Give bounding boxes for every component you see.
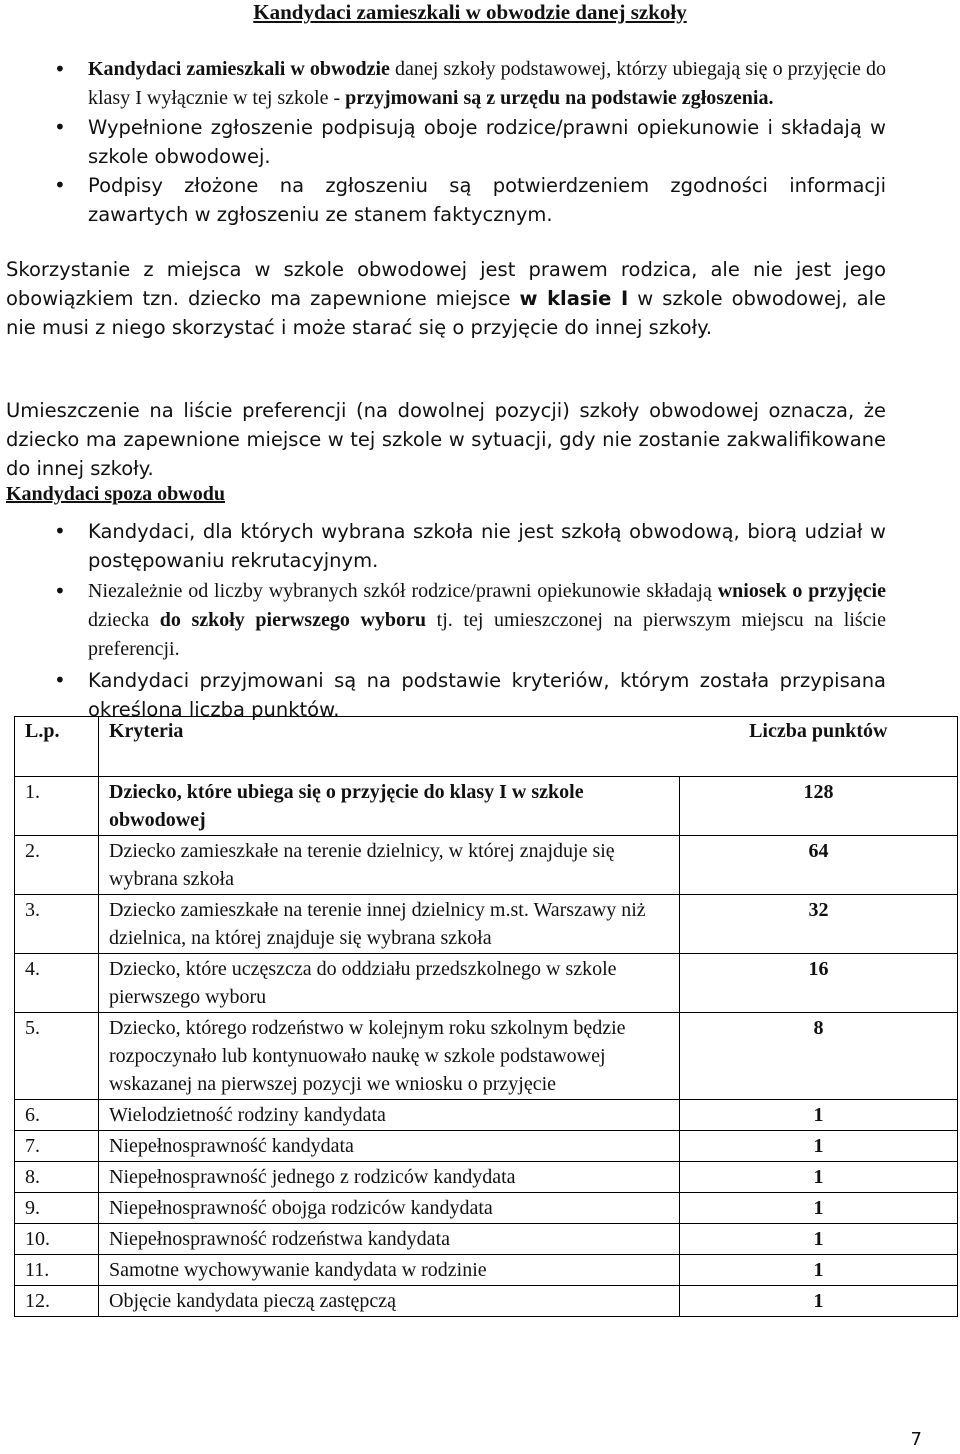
criteria-table-body <box>15 777 958 1317</box>
bullet-item <box>0 517 960 575</box>
row-points: 1 <box>680 1255 958 1286</box>
row-number: 2. <box>15 836 99 895</box>
bullet-bold-text: przyjmowani są z urzędu na podstawie zgłoszenia. <box>345 87 774 109</box>
header-points: Liczba punktów <box>680 717 958 777</box>
row-number: 10. <box>15 1224 99 1255</box>
paragraph-text: Skorzystanie z miejsca w szkole obwodowej jest prawem rodzica, ale nie jest jego obowiązkiem tzn. dziecko ma zapewnione miejsce <box>6 258 886 310</box>
row-criterion: Niepełnosprawność rodzeństwa kandydata <box>99 1224 680 1255</box>
header-criteria: Kryteria <box>99 717 680 777</box>
row-points: 1 <box>680 1100 958 1131</box>
header-lp: L.p. <box>15 717 99 777</box>
table-row <box>15 1255 958 1286</box>
criteria-table <box>14 716 958 1317</box>
bullet-item <box>0 113 960 171</box>
table-row <box>15 1100 958 1131</box>
table-row <box>15 895 958 954</box>
paragraph-text: w szkole obwodowej, ale nie musi z niego skorzystać i może starać się o przyjęcie do innej szkoły. <box>6 287 886 339</box>
paragraph-bold-text: w klasie I <box>519 287 629 310</box>
row-points: 16 <box>680 954 958 1013</box>
row-number: 6. <box>15 1100 99 1131</box>
row-points: 8 <box>680 1013 958 1100</box>
bullet-text: Kandydaci, dla których wybrana szkoła nie jest szkołą obwodową, biorą udział w postępowaniu rekrutacyjnym. <box>88 520 886 572</box>
bullet-text: Podpisy złożone na zgłoszeniu są potwierdzeniem zgodności informacji zawartych w zgłoszeniu ze stanem faktycznym. <box>88 174 886 226</box>
row-criterion: Dziecko, którego rodzeństwo w kolejnym roku szkolnym będzie rozpoczynało lub kontynuowało naukę w szkole podstawowej wskazanej na pierwszej pozycji we wniosku o przyjęcie <box>99 1013 680 1100</box>
table-row <box>15 1131 958 1162</box>
row-points: 64 <box>680 836 958 895</box>
bullet-bold-text: wniosek o przyjęcie <box>717 580 886 602</box>
row-points: 32 <box>680 895 958 954</box>
bullet-text: tj. tej umieszczonej na pierwszym miejscu na liście preferencji. <box>88 609 886 660</box>
row-criterion: Samotne wychowywanie kandydata w rodzinie <box>99 1255 680 1286</box>
row-number: 9. <box>15 1193 99 1224</box>
row-number: 4. <box>15 954 99 1013</box>
bullet-list-out-of-district <box>0 517 960 724</box>
row-number: 7. <box>15 1131 99 1162</box>
row-number: 5. <box>15 1013 99 1100</box>
row-criterion: Objęcie kandydata pieczą zastępczą <box>99 1286 680 1317</box>
table-header-row <box>15 717 958 777</box>
row-points: 128 <box>680 777 958 836</box>
paragraph-right-of-parent <box>6 255 886 342</box>
row-number: 11. <box>15 1255 99 1286</box>
table-row <box>15 954 958 1013</box>
row-points: 1 <box>680 1131 958 1162</box>
row-criterion: Dziecko, które ubiega się o przyjęcie do klasy I w szkole obwodowej <box>99 777 680 836</box>
row-criterion: Wielodzietność rodziny kandydata <box>99 1100 680 1131</box>
row-number: 3. <box>15 895 99 954</box>
row-number: 1. <box>15 777 99 836</box>
table-row <box>15 1193 958 1224</box>
row-points: 1 <box>680 1286 958 1317</box>
page-number: 7 <box>910 1429 922 1450</box>
bullet-bold-text: Kandydaci zamieszkali w obwodzie <box>88 58 390 80</box>
table-row <box>15 1286 958 1317</box>
bullet-item <box>0 55 960 113</box>
table-row <box>15 1224 958 1255</box>
row-criterion: Dziecko zamieszkałe na terenie innej dzielnicy m.st. Warszawy niż dzielnica, na której znajduje się wybrana szkoła <box>99 895 680 954</box>
row-points: 1 <box>680 1193 958 1224</box>
row-points: 1 <box>680 1162 958 1193</box>
page-title: Kandydaci zamieszkali w obwodzie danej szkoły <box>253 0 687 24</box>
bullet-text: danej szkoły podstawowej, którzy ubiegają się o przyjęcie do klasy I wyłącznie w tej szkole - <box>88 58 886 109</box>
row-number: 8. <box>15 1162 99 1193</box>
bullet-item <box>0 171 960 229</box>
row-points: 1 <box>680 1224 958 1255</box>
table-row <box>15 777 958 836</box>
bullet-list-district-candidates <box>0 55 960 229</box>
bullet-text: Wypełnione zgłoszenie podpisują oboje rodzice/prawni opiekunowie i składają w szkole obwodowej. <box>88 116 886 168</box>
row-number: 12. <box>15 1286 99 1317</box>
section-heading-out-of-district: Kandydaci spoza obwodu <box>6 483 225 505</box>
row-criterion: Dziecko zamieszkałe na terenie dzielnicy, w której znajduje się wybrana szkoła <box>99 836 680 895</box>
table-row <box>15 836 958 895</box>
table-row <box>15 1162 958 1193</box>
row-criterion: Dziecko, które uczęszcza do oddziału przedszkolnego w szkole pierwszego wyboru <box>99 954 680 1013</box>
table-row <box>15 1013 958 1100</box>
bullet-text: Kandydaci przyjmowani są na podstawie kryteriów, którym została przypisana określona liczba punktów. <box>88 669 886 721</box>
row-criterion: Niepełnosprawność kandydata <box>99 1131 680 1162</box>
bullet-bold-text: do szkoły pierwszego wyboru <box>159 609 427 631</box>
row-criterion: Niepełnosprawność jednego z rodziców kandydata <box>99 1162 680 1193</box>
row-criterion: Niepełnosprawność obojga rodziców kandydata <box>99 1193 680 1224</box>
bullet-text: dziecka <box>88 609 160 631</box>
bullet-text: Niezależnie od liczby wybranych szkół rodzice/prawni opiekunowie składają <box>88 580 718 602</box>
paragraph-preference-list: Umieszczenie na liście preferencji (na dowolnej pozycji) szkoły obwodowej oznacza, że dziecko ma zapewnione miejsce w tej szkole w sytuacji, gdy nie zostanie zakwalifikowane do innej szkoły. <box>6 399 886 480</box>
bullet-item <box>0 577 960 664</box>
